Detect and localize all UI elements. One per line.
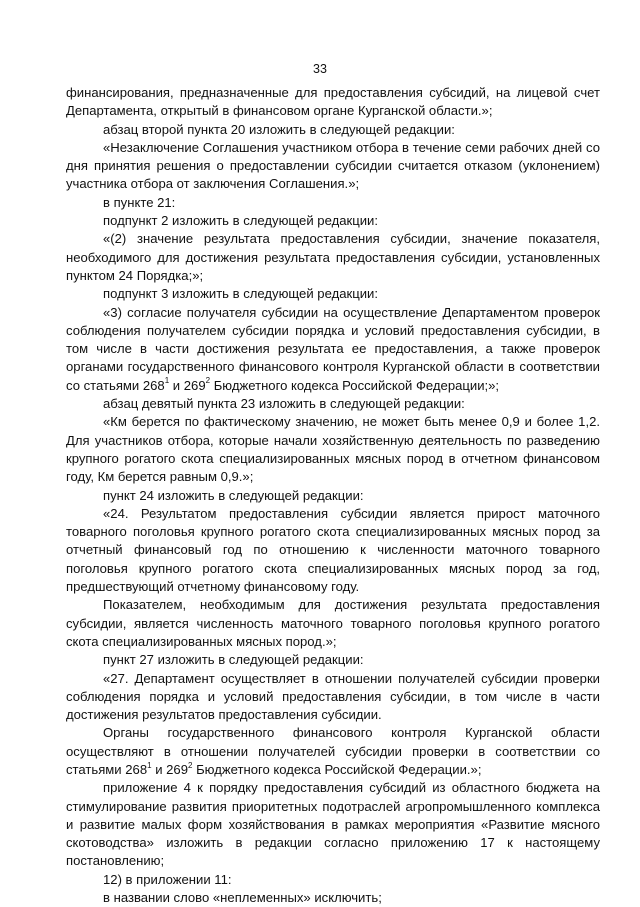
paragraph-text: «(2) значение результата предоставления субсидии, значение показателя, необходимого для достижения результата предоставления субсидии, установленных пунктом 24 Порядка;»; — [66, 231, 600, 283]
paragraph-text: Органы государственного финансового контроля Курганской области осуществляют в отношении получателей субсидии проверки в соответствии со статьями 268 — [66, 725, 600, 777]
paragraph-text: абзац второй пункта 20 изложить в следующей редакции: — [103, 121, 455, 137]
paragraph-text: «24. Результатом предоставления субсидии является прирост маточного товарного поголовья крупного рогатого скота специализированных мясных пород за отчетный финансовый год по отношению к численности маточного товарного поголовья крупного рогатого скота специализированных мясных пород за год, предшествующий отчетному финансовому году. — [66, 505, 600, 595]
paragraph — [66, 230, 600, 285]
paragraph-text: и 269 — [151, 761, 188, 777]
paragraph-text: приложение 4 к порядку предоставления субсидий из областного бюджета на стимулирование развития приоритетных подотраслей агропромышленного комплекса и развитие малых форм хозяйствования в рамках мероприятия «Развитие мясного скотоводства» изложить в редакции согласно приложению 17 к настоящему постановлению; — [66, 780, 600, 869]
paragraph — [66, 84, 600, 121]
paragraph — [66, 487, 600, 505]
paragraph-text: в пункте 21: — [103, 194, 176, 210]
paragraph — [66, 889, 600, 907]
paragraph — [66, 304, 600, 395]
paragraph-text: абзац девятый пункта 23 изложить в следующей редакции: — [103, 396, 465, 412]
paragraph-text: 12) в приложении 11: — [103, 871, 232, 887]
paragraph-text: «27. Департамент осуществляет в отношении получателей субсидии проверки соблюдения порядка и условий предоставления субсидии, в том числе в части достижения результатов предоставления субсидии. — [66, 670, 600, 723]
paragraph — [66, 194, 600, 212]
paragraph-text: Бюджетного кодекса Российской Федерации.»; — [192, 761, 482, 777]
paragraph — [66, 505, 600, 596]
paragraph-text: в названии слово «неплеменных» исключить; — [103, 890, 382, 906]
paragraph — [66, 395, 600, 413]
superscript: 1 — [147, 760, 152, 770]
superscript: 2 — [205, 376, 211, 386]
paragraph-text: подпункт 3 изложить в следующей редакции: — [103, 286, 378, 302]
paragraph-text: «3) согласие получателя субсидии на осуществление Департаментом проверок соблюдения получателем субсидии порядка и условий предоставления субсидии, в том числе в части достижения результата ее предоставления, а также проверок органами государственного финансового контроля Курганской области в соответствии со статьями 268 — [66, 304, 600, 393]
paragraph — [66, 651, 600, 669]
paragraph-text: подпункт 2 изложить в следующей редакции: — [103, 213, 378, 229]
paragraph — [66, 779, 600, 870]
superscript: 2 — [188, 760, 193, 770]
paragraph — [66, 670, 600, 725]
paragraph — [66, 212, 600, 230]
paragraph-text: «Км берется по фактическому значению, не может быть менее 0,9 и более 1,2. Для участников отбора, которые начали хозяйственную деятельность по разведению крупного рогатого скота специализированных мясных пород в отчетном финансовом году, Км берется равным 0,9.»; — [66, 414, 600, 485]
paragraph — [66, 596, 600, 651]
paragraph — [66, 413, 600, 486]
paragraph-text: финансирования, предназначенные для предоставления субсидий, на лицевой счет Департамента, открытый в финансовом органе Курганской области.»; — [66, 85, 600, 119]
document-body — [66, 84, 600, 907]
paragraph-text: «Незаключение Соглашения участником отбора в течение семи рабочих дней со дня принятия решения о предоставлении субсидии считается отказом (уклонением) участника отбора от заключения Соглашения.»; — [66, 139, 600, 192]
paragraph-text: пункт 24 изложить в следующей редакции: — [103, 487, 364, 503]
paragraph — [66, 724, 600, 779]
paragraph — [66, 139, 600, 194]
superscript: 1 — [164, 376, 170, 386]
paragraph — [66, 285, 600, 303]
page-number: 33 — [313, 62, 327, 76]
paragraph — [66, 121, 600, 139]
paragraph-text: пункт 27 изложить в следующей редакции: — [103, 652, 364, 668]
paragraph — [66, 871, 600, 889]
paragraph-text: и 269 — [169, 377, 206, 393]
paragraph-text: Показателем, необходимым для достижения результата предоставления субсидии, является численность маточного товарного поголовья крупного рогатого скота специализированных мясных пород.»; — [66, 597, 600, 649]
paragraph-text: Бюджетного кодекса Российской Федерации;»; — [210, 377, 500, 393]
